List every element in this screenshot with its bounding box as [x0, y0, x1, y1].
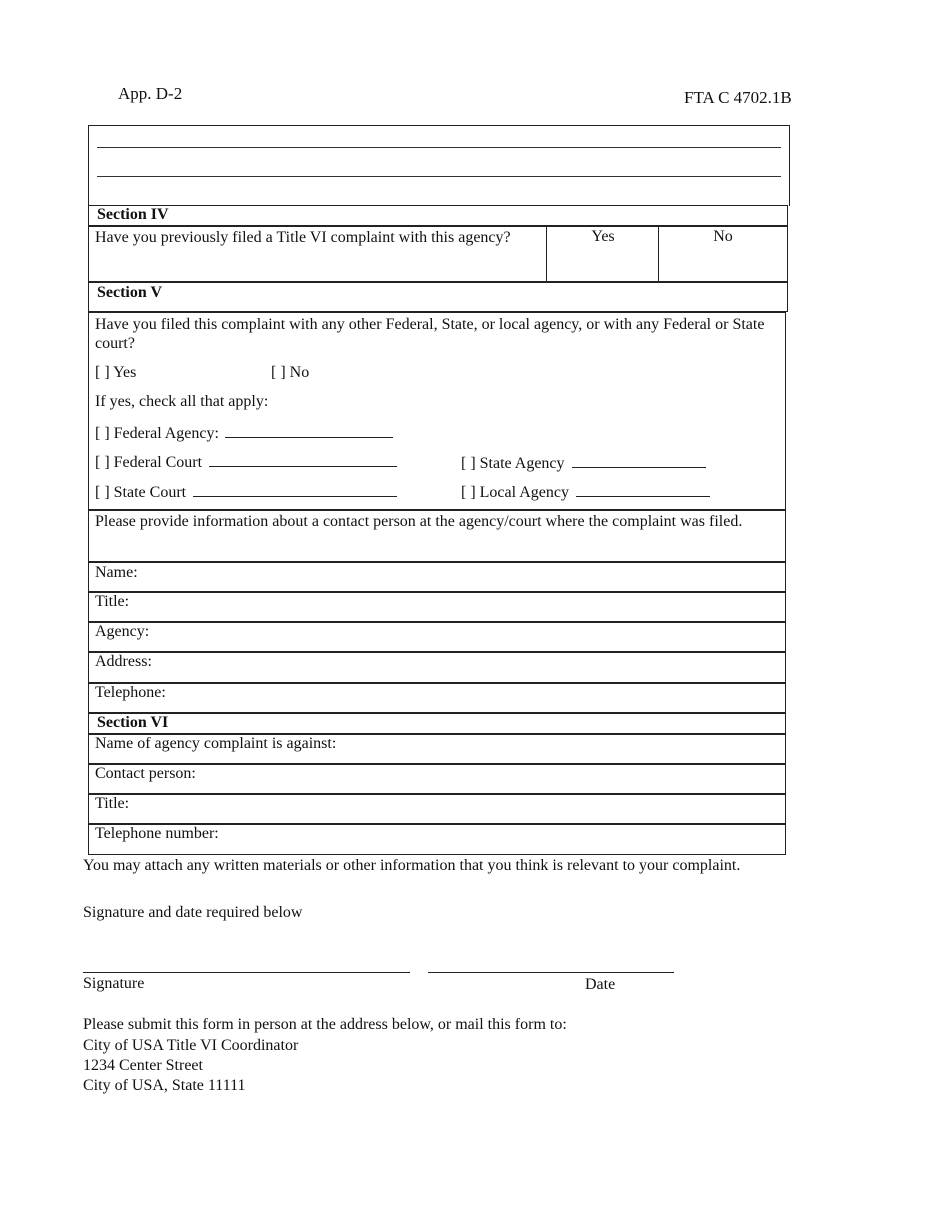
field-label: Address: [95, 653, 152, 670]
section-v-title: Section V [97, 284, 163, 301]
section-vi-header [88, 713, 786, 734]
field-label: Contact person: [95, 765, 196, 782]
signature-line[interactable] [83, 972, 410, 973]
section-v-body [88, 312, 786, 510]
section-vi-title: Section VI [97, 714, 169, 731]
circular-number: FTA C 4702.1B [684, 88, 792, 107]
federal-court-checkbox[interactable]: [ ] Federal Court [95, 454, 203, 471]
contact-agency-field[interactable] [88, 622, 786, 652]
state-agency-field[interactable] [572, 453, 706, 468]
no-cell[interactable] [658, 227, 787, 281]
field-label: Telephone: [95, 684, 166, 701]
section-iv-header [88, 205, 788, 226]
contact-prompt: Please provide information about a contact person at the agency/court where the complaint was filed. [95, 513, 743, 530]
date-line[interactable] [428, 972, 674, 973]
federal-agency-checkbox[interactable]: [ ] Federal Agency: [95, 425, 219, 442]
address-line: City of USA, State 11111 [83, 1077, 246, 1094]
agency-title-field[interactable] [88, 794, 786, 824]
blank-line[interactable] [97, 176, 781, 177]
section-v-question: Have you filed this complaint with any other Federal, State, or local agency, or with any Federal or State court? [95, 316, 765, 352]
contact-prompt-row [88, 510, 786, 562]
blank-line[interactable] [97, 147, 781, 148]
section-iv-title: Section IV [97, 206, 169, 223]
yes-cell[interactable] [546, 227, 659, 281]
field-label: Name of agency complaint is against: [95, 735, 337, 752]
field-label: Title: [95, 593, 130, 610]
federal-agency-field[interactable] [225, 423, 393, 438]
signature-required-note: Signature and date required below [83, 904, 303, 921]
state-agency-checkbox[interactable]: [ ] State Agency [461, 455, 565, 472]
contact-address-field[interactable] [88, 652, 786, 683]
section-iv-question-row [88, 226, 788, 282]
field-label: Telephone number: [95, 825, 219, 842]
no-label: No [713, 228, 733, 245]
no-checkbox[interactable]: [ ] No [271, 364, 310, 381]
field-label: Name: [95, 564, 138, 581]
field-label: Title: [95, 795, 130, 812]
date-label: Date [585, 976, 616, 993]
section-v-header [88, 282, 788, 312]
yes-label: Yes [591, 228, 615, 245]
telephone-number-field[interactable] [88, 824, 786, 855]
contact-person-field[interactable] [88, 764, 786, 794]
section-iv-question: Have you previously filed a Title VI complaint with this agency? [95, 229, 511, 246]
yes-checkbox[interactable]: [ ] Yes [95, 364, 137, 381]
local-agency-checkbox[interactable]: [ ] Local Agency [461, 484, 569, 501]
if-yes-instruction: If yes, check all that apply: [95, 393, 269, 410]
submit-note: Please submit this form in person at the address below, or mail this form to: [83, 1016, 567, 1033]
signature-label: Signature [83, 975, 145, 992]
state-court-checkbox[interactable]: [ ] State Court [95, 484, 187, 501]
continuation-box [88, 125, 790, 206]
contact-name-field[interactable] [88, 562, 786, 592]
field-label: Agency: [95, 623, 150, 640]
address-line: 1234 Center Street [83, 1057, 203, 1074]
federal-court-field[interactable] [209, 452, 397, 467]
state-court-field[interactable] [193, 482, 397, 497]
contact-telephone-field[interactable] [88, 683, 786, 713]
contact-title-field[interactable] [88, 592, 786, 622]
local-agency-field[interactable] [576, 482, 710, 497]
attach-note: You may attach any written materials or other information that you think is relevant to your complaint. [83, 857, 741, 874]
address-line: City of USA Title VI Coordinator [83, 1037, 299, 1054]
appendix-label: App. D-2 [118, 84, 183, 103]
agency-against-field[interactable] [88, 734, 786, 764]
